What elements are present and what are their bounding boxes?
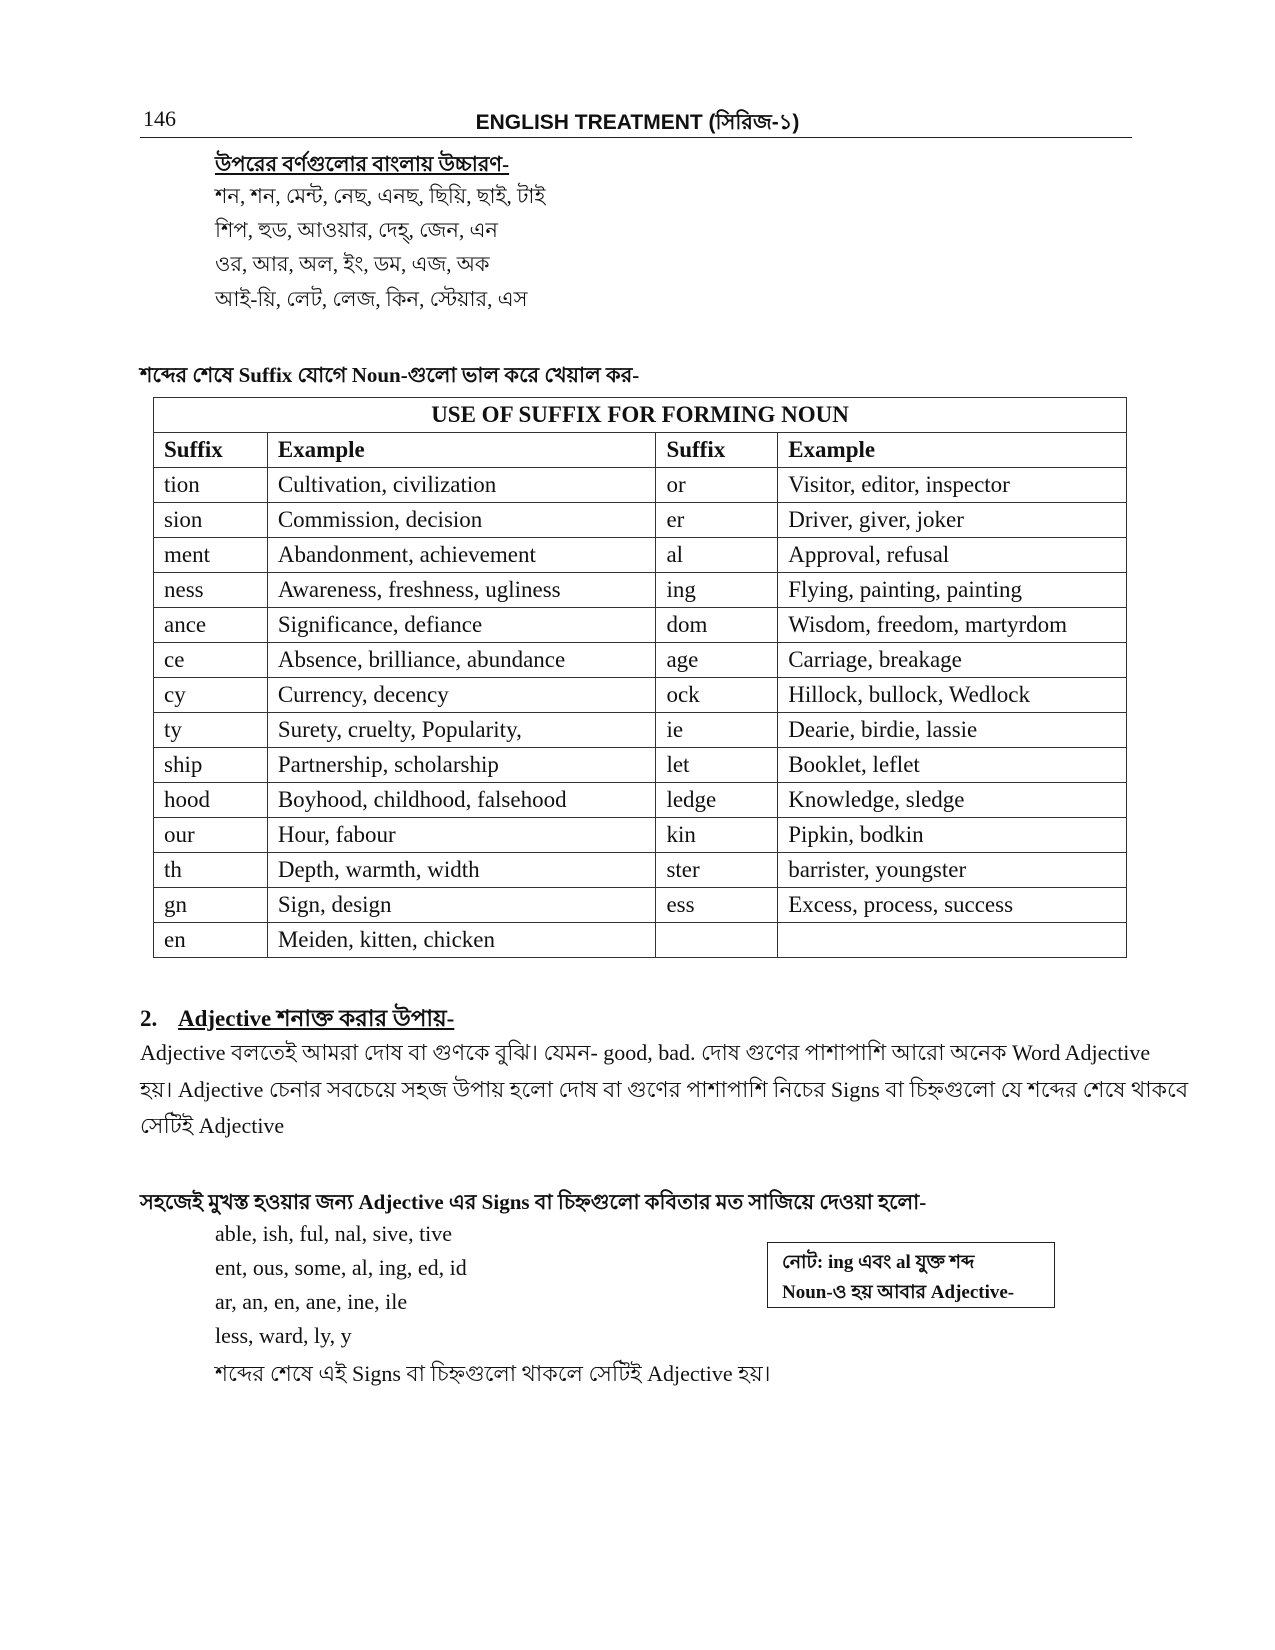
suffix-cell: ship — [154, 748, 268, 783]
example-cell: Dearie, birdie, lassie — [778, 713, 1127, 748]
example-cell: Flying, painting, painting — [778, 573, 1127, 608]
table-title: USE OF SUFFIX FOR FORMING NOUN — [154, 398, 1127, 433]
signs-line: less, ward, ly, y — [215, 1323, 352, 1348]
suffix-cell: sion — [154, 503, 268, 538]
signs-line: ent, ous, some, al, ing, ed, id — [215, 1255, 467, 1280]
suffix-cell: dom — [656, 608, 778, 643]
example-cell: Approval, refusal — [778, 538, 1127, 573]
example-cell: Wisdom, freedom, martyrdom — [778, 608, 1127, 643]
section-number: 2. — [140, 1006, 158, 1031]
example-cell: Commission, decision — [267, 503, 656, 538]
example-cell: Pipkin, bodkin — [778, 818, 1127, 853]
table-header-row — [154, 433, 1127, 468]
suffix-cell: er — [656, 503, 778, 538]
paragraph-line: সেটিই Adjective — [140, 1113, 285, 1138]
note-line: নোট: ing এবং al যুক্ত শব্দ — [782, 1252, 975, 1273]
example-cell: Booklet, leflet — [778, 748, 1127, 783]
pronunciation-line: ওর, আর, অল, ইং, ডম, এজ, অক — [215, 252, 490, 276]
example-cell: Significance, defiance — [267, 608, 656, 643]
suffix-cell: ess — [656, 888, 778, 923]
pronunciation-line: আই-য়ি, লেট, লেজ, কিন, স্টেয়ার, এস — [215, 287, 528, 311]
paragraph-line: হয়। Adjective চেনার সবচেয়ে সহজ উপায় হলো দোষ বা গুণের পাশাপাশি নিচের Signs বা চিহ্নগুলো যে শব্দের শেষে থাকবে — [140, 1077, 1189, 1102]
example-cell: Surety, cruelty, Popularity, — [267, 713, 656, 748]
noun-section-lead: শব্দের শেষে Suffix যোগে Noun-গুলো ভাল করে খেয়াল কর- — [140, 363, 640, 387]
suffix-cell: kin — [656, 818, 778, 853]
table-row — [154, 818, 1127, 853]
table-row — [154, 538, 1127, 573]
suffix-cell: ment — [154, 538, 268, 573]
suffix-cell: ty — [154, 713, 268, 748]
column-header-example: Example — [778, 433, 1127, 468]
header-divider — [140, 137, 1132, 138]
suffix-cell: tion — [154, 468, 268, 503]
example-cell: Partnership, scholarship — [267, 748, 656, 783]
example-cell: Meiden, kitten, chicken — [267, 923, 656, 958]
suffix-cell: al — [656, 538, 778, 573]
example-cell: Visitor, editor, inspector — [778, 468, 1127, 503]
running-title: ENGLISH TREATMENT (সিরিজ-১) — [475, 111, 800, 134]
example-cell: Boyhood, childhood, falsehood — [267, 783, 656, 818]
pronunciation-line: শিপ, হুড, আওয়ার, দেহ্‌, জেন, এন — [215, 218, 498, 242]
table-row — [154, 748, 1127, 783]
example-cell: Hour, fabour — [267, 818, 656, 853]
suffix-cell: en — [154, 923, 268, 958]
suffix-cell: ock — [656, 678, 778, 713]
example-cell: Cultivation, civilization — [267, 468, 656, 503]
suffix-cell: hood — [154, 783, 268, 818]
suffix-cell: or — [656, 468, 778, 503]
table-row — [154, 573, 1127, 608]
signs-lead: সহজেই মুখস্ত হওয়ার জন্য Adjective এর Signs বা চিহ্নগুলো কবিতার মত সাজিয়ে দেওয়া হলো- — [140, 1190, 927, 1214]
signs-conclusion: শব্দের শেষে এই Signs বা চিহ্নগুলো থাকলে সেটিই Adjective হয়। — [215, 1361, 771, 1386]
suffix-cell — [656, 923, 778, 958]
table-row — [154, 643, 1127, 678]
example-cell: Driver, giver, joker — [778, 503, 1127, 538]
signs-line: ar, an, en, ane, ine, ile — [215, 1289, 408, 1314]
note-box — [767, 1242, 1055, 1308]
pronunciation-line: শন, শন, মেন্ট, নেছ, এনছ, ছিয়ি, ছাই, টাই — [215, 184, 546, 208]
example-cell: barrister, youngster — [778, 853, 1127, 888]
suffix-cell: age — [656, 643, 778, 678]
pronunciation-heading: উপরের বর্ণগুলোর বাংলায় উচ্চারণ- — [215, 152, 510, 176]
example-cell: Sign, design — [267, 888, 656, 923]
example-cell: Excess, process, success — [778, 888, 1127, 923]
table-row — [154, 923, 1127, 958]
example-cell: Abandonment, achievement — [267, 538, 656, 573]
page-number: 146 — [143, 106, 176, 131]
table-row — [154, 713, 1127, 748]
suffix-noun-table — [153, 397, 1127, 958]
paragraph-line: Adjective বলতেই আমরা দোষ বা গুণকে বুঝি। যেমন- good, bad. দোষ গুণের পাশাপাশি আরো অনেক Word Adjective — [140, 1040, 1151, 1065]
table-title-row — [154, 398, 1127, 433]
table-body — [154, 468, 1127, 958]
note-line: Noun-ও হয় আবার Adjective- — [782, 1282, 1015, 1303]
table-row — [154, 888, 1127, 923]
adjective-section-heading — [140, 1000, 454, 1039]
table-row — [154, 783, 1127, 818]
section-title: Adjective শনাক্ত করার উপায়- — [178, 1006, 455, 1031]
suffix-cell: ledge — [656, 783, 778, 818]
suffix-cell: ie — [656, 713, 778, 748]
suffix-cell: our — [154, 818, 268, 853]
table-row — [154, 853, 1127, 888]
suffix-cell: ance — [154, 608, 268, 643]
example-cell: Hillock, bullock, Wedlock — [778, 678, 1127, 713]
example-cell: Currency, decency — [267, 678, 656, 713]
suffix-cell: ster — [656, 853, 778, 888]
suffix-cell: let — [656, 748, 778, 783]
suffix-cell: ing — [656, 573, 778, 608]
column-header-example: Example — [267, 433, 656, 468]
example-cell: Depth, warmth, width — [267, 853, 656, 888]
example-cell: Knowledge, sledge — [778, 783, 1127, 818]
suffix-cell: ness — [154, 573, 268, 608]
suffix-cell: th — [154, 853, 268, 888]
example-cell: Awareness, freshness, ugliness — [267, 573, 656, 608]
suffix-cell: cy — [154, 678, 268, 713]
table-row — [154, 608, 1127, 643]
example-cell: Absence, brilliance, abundance — [267, 643, 656, 678]
table-row — [154, 678, 1127, 713]
table-row — [154, 503, 1127, 538]
table-row — [154, 468, 1127, 503]
suffix-cell: ce — [154, 643, 268, 678]
signs-line: able, ish, ful, nal, sive, tive — [215, 1221, 453, 1246]
column-header-suffix: Suffix — [154, 433, 268, 468]
suffix-cell: gn — [154, 888, 268, 923]
column-header-suffix: Suffix — [656, 433, 778, 468]
example-cell: Carriage, breakage — [778, 643, 1127, 678]
example-cell — [778, 923, 1127, 958]
